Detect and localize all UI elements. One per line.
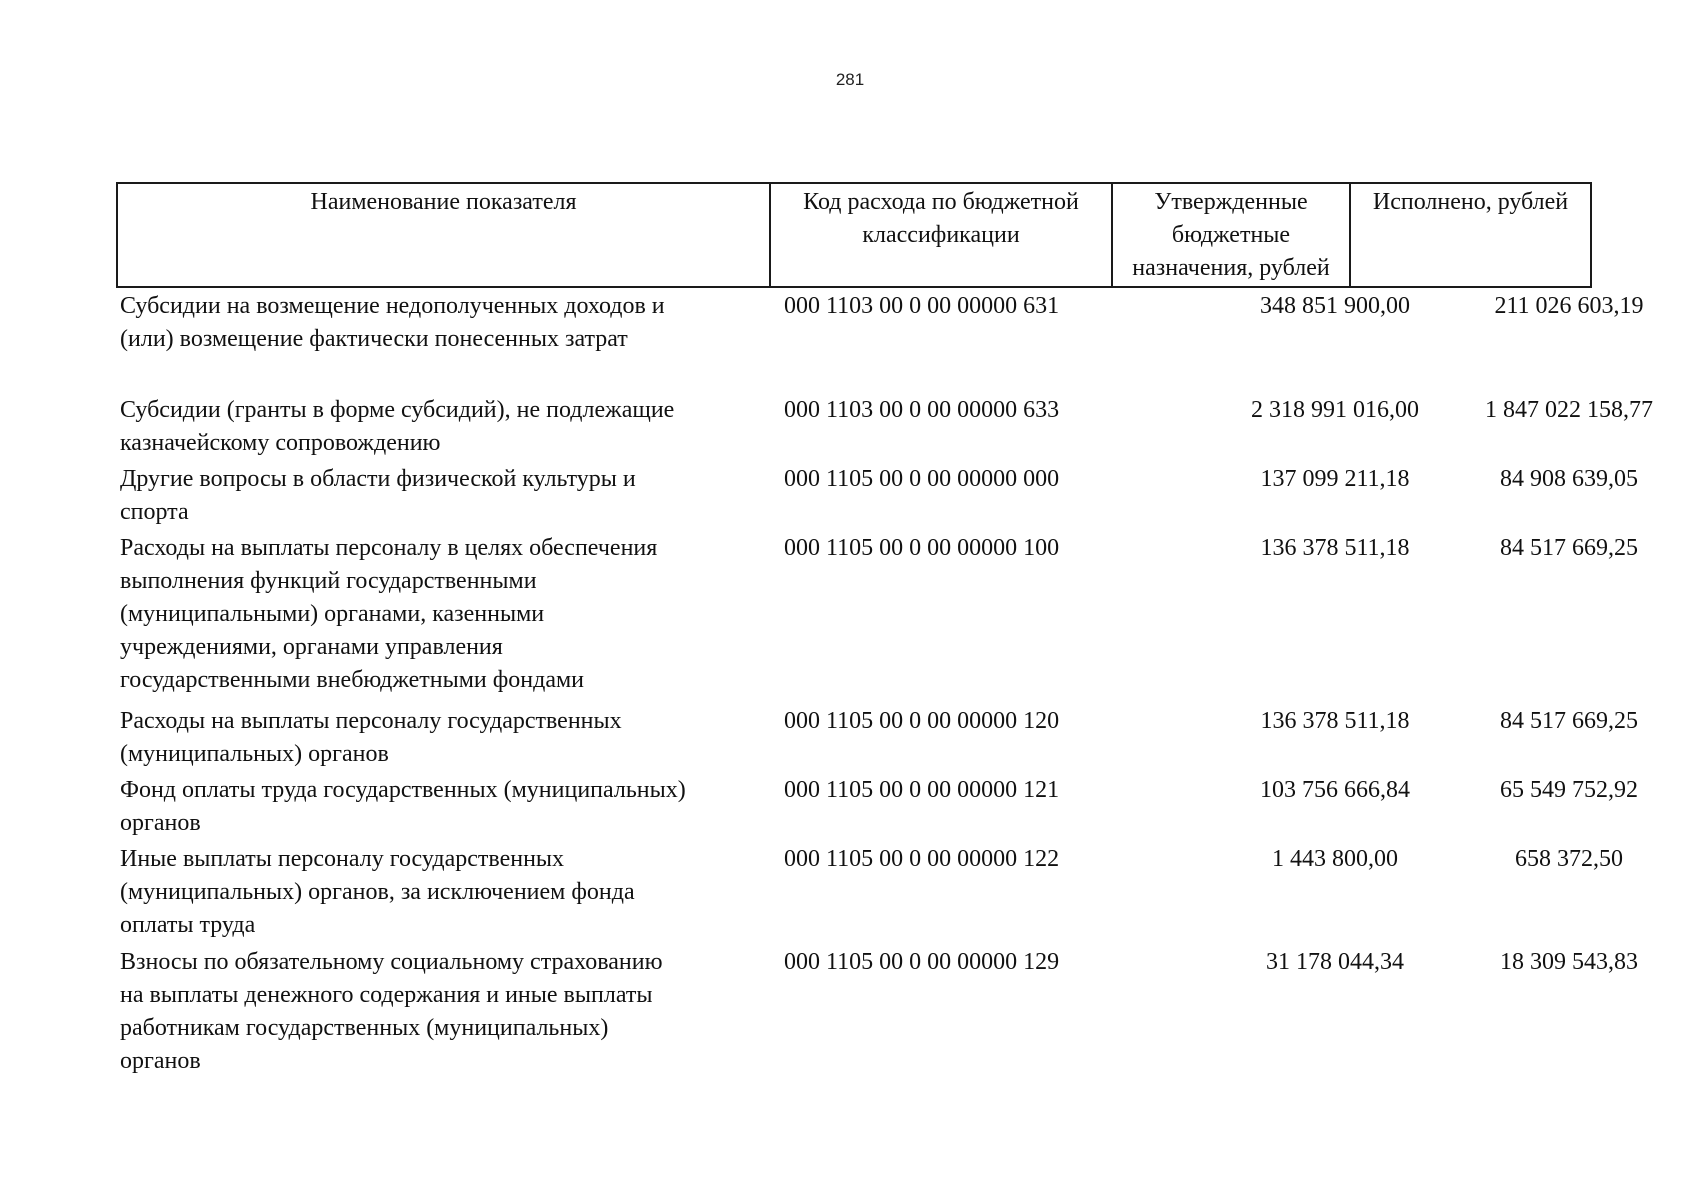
row-name: Субсидии (гранты в форме субсидий), не подлежащие казначейскому сопровождению: [120, 397, 675, 456]
row-code: 000 1105 00 0 00 00000 129: [784, 949, 1060, 975]
row-approved: 348 851 900,00: [1260, 293, 1410, 319]
page-number: 281: [835, 70, 865, 89]
row-code: 000 1105 00 0 00 00000 122: [784, 846, 1060, 872]
row-executed: 84 517 669,25: [1500, 535, 1638, 561]
row-executed: 65 549 752,92: [1500, 777, 1638, 803]
column-header-name: Наименование показателя: [117, 183, 770, 287]
row-code: 000 1105 00 0 00 00000 121: [784, 777, 1060, 803]
column-header-approved: Утвержденные бюджетные назначения, рублей: [1112, 183, 1350, 287]
row-executed: 1 847 022 158,77: [1485, 397, 1653, 423]
row-name: Расходы на выплаты персоналу государственных (муниципальных) органов: [120, 708, 622, 767]
row-name: Субсидии на возмещение недополученных доходов и (или) возмещение фактически понесенных затрат: [120, 293, 665, 352]
row-approved: 103 756 666,84: [1260, 777, 1410, 803]
column-header-code: Код расхода по бюджетной классификации: [770, 183, 1112, 287]
row-code: 000 1105 00 0 00 00000 120: [784, 708, 1060, 734]
row-approved: 2 318 991 016,00: [1251, 397, 1419, 423]
row-name: Фонд оплаты труда государственных (муниципальных) органов: [120, 777, 686, 836]
row-name: Другие вопросы в области физической культуры и спорта: [120, 466, 636, 525]
row-approved: 136 378 511,18: [1260, 535, 1410, 561]
row-approved: 31 178 044,34: [1266, 949, 1404, 975]
row-executed: 18 309 543,83: [1500, 949, 1638, 975]
row-name: Иные выплаты персоналу государственных (муниципальных) органов, за исключением фонда оплаты труда: [120, 846, 635, 938]
row-executed: 211 026 603,19: [1494, 293, 1644, 319]
row-executed: 658 372,50: [1515, 846, 1623, 872]
row-code: 000 1105 00 0 00 00000 100: [784, 535, 1060, 561]
row-code: 000 1103 00 0 00 00000 631: [784, 293, 1060, 319]
row-approved: 1 443 800,00: [1272, 846, 1398, 872]
row-approved: 137 099 211,18: [1260, 466, 1410, 492]
row-code: 000 1103 00 0 00 00000 633: [784, 397, 1060, 423]
row-executed: 84 908 639,05: [1500, 466, 1638, 492]
row-name: Расходы на выплаты персоналу в целях обеспечения выполнения функций государственными (муниципальными) органами, казенными учреждениями, органами управления государственными внебюджетными фондами: [120, 535, 658, 693]
row-executed: 84 517 669,25: [1500, 708, 1638, 734]
row-name: Взносы по обязательному социальному страхованию на выплаты денежного содержания и иные выплаты работникам государственных (муниципальных) органов: [120, 949, 663, 1074]
row-code: 000 1105 00 0 00 00000 000: [784, 466, 1060, 492]
table-header: [116, 182, 1592, 288]
column-header-executed: Исполнено, рублей: [1350, 183, 1591, 287]
row-approved: 136 378 511,18: [1260, 708, 1410, 734]
